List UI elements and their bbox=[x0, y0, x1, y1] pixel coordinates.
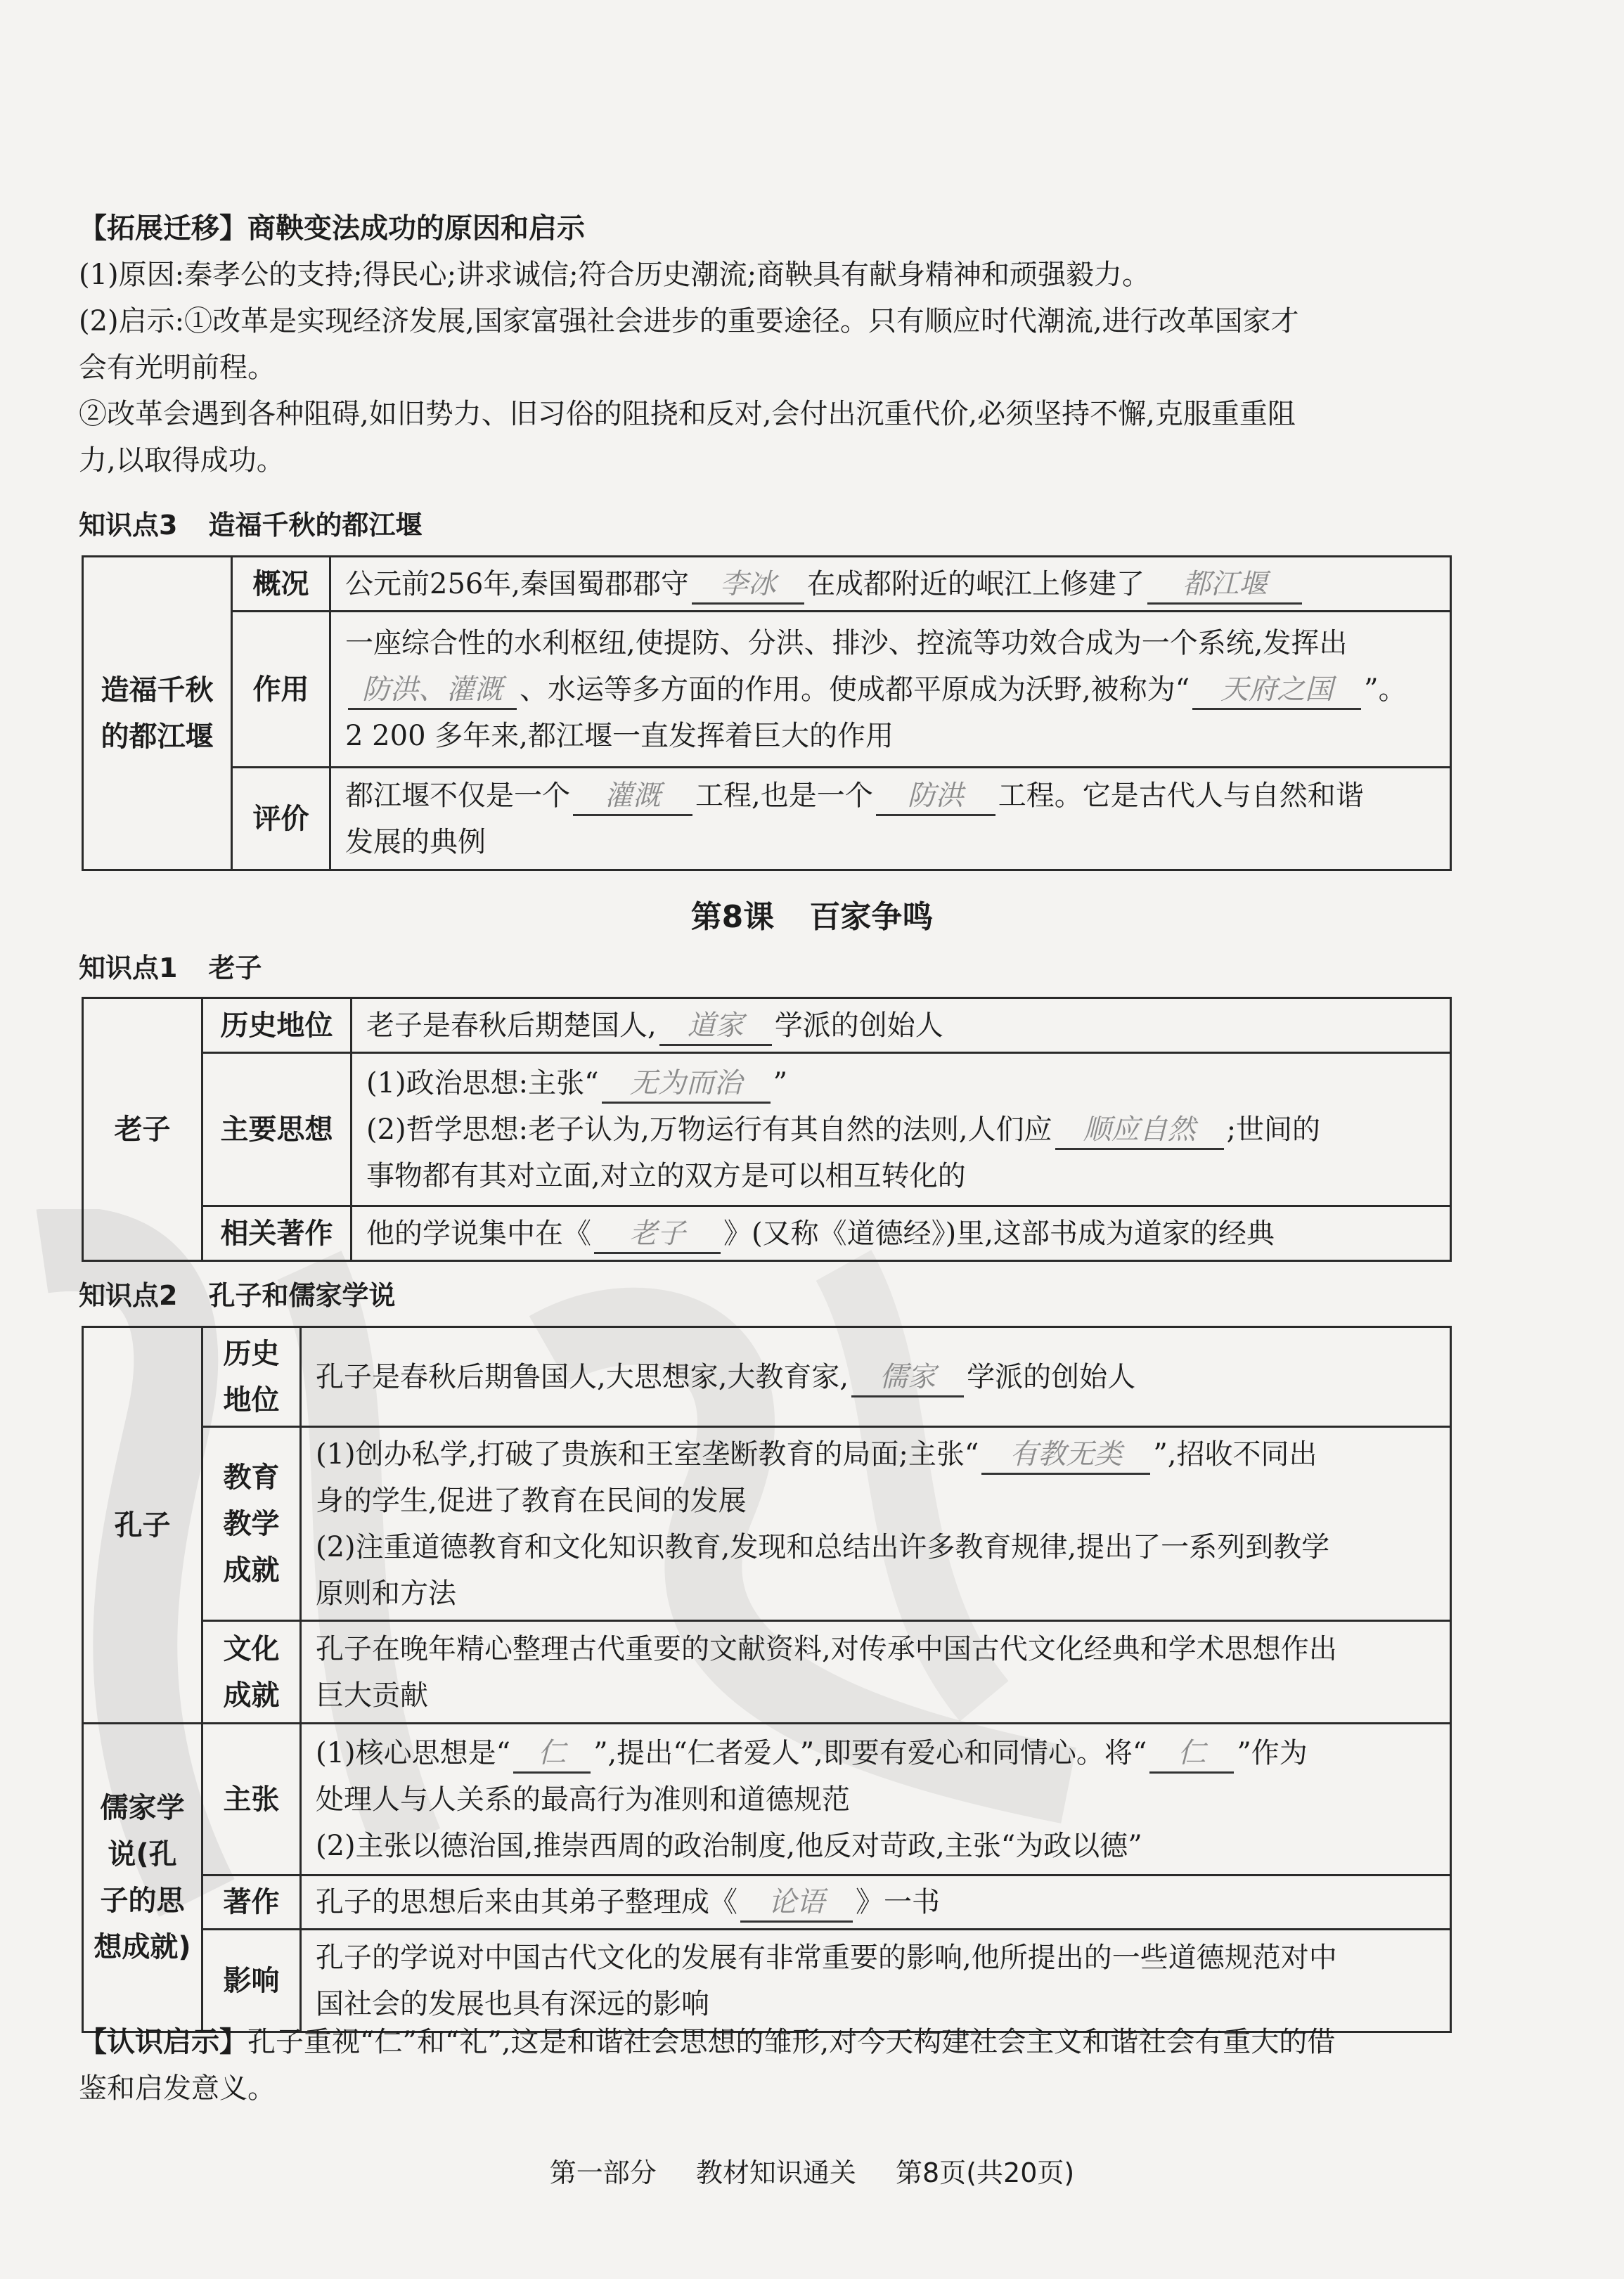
answer-blank: 儒家 bbox=[851, 1359, 964, 1397]
insight-text-1: 孔子重视“仁”和“礼”,这是和谐社会思想的雏形,对今天构建社会主义和谐社会有重大的借 bbox=[247, 2026, 1336, 2058]
proposal-label: 主张 bbox=[202, 1724, 301, 1876]
knowledge-point-3-heading: 知识点3 造福千秋的都江堰 bbox=[79, 510, 423, 541]
thought-content: (1)政治思想:主张“ 无为而治 ” (2)哲学思想:老子认为,万物运行有其自然的法则,人们应 顺应自然 ;世间的 事物都有其对立面,对立的双方是可以相互转化的 bbox=[352, 1053, 1451, 1206]
influence-label: 影响 bbox=[202, 1930, 301, 2032]
footer-part: 第一部分 bbox=[549, 2157, 657, 2188]
dujiangyan-row-header: 造福千秋 的都江堰 bbox=[83, 557, 232, 870]
dujiangyan-table bbox=[82, 555, 1452, 871]
knowledge-point-1-heading: 知识点1 老子 bbox=[79, 953, 262, 983]
answer-blank: 天府之国 bbox=[1192, 671, 1361, 710]
extension-section bbox=[79, 205, 1457, 484]
influence-content: 孔子的学说对中国古代文化的发展有非常重要的影响,他所提出的一些道德规范对中 国社会的发展也具有深远的影响 bbox=[301, 1930, 1451, 2032]
answer-blank: 有教无类 bbox=[981, 1436, 1150, 1475]
extension-insight-1a: (2)启示:①改革是实现经济发展,国家富强社会进步的重要途径。只有顺应时代潮流,进行改革国家才 bbox=[79, 305, 1299, 337]
confucius-row-header: 孔子 bbox=[83, 1327, 202, 1724]
answer-blank: 都江堰 bbox=[1147, 566, 1302, 605]
extension-insight-2a: ②改革会遇到各种阻碍,如旧势力、旧习俗的阻挠和反对,会付出沉重代价,必须坚持不懈,克服重重阻 bbox=[79, 398, 1296, 430]
thought-label: 主要思想 bbox=[202, 1053, 352, 1206]
works-content: 他的学说集中在《 老子 》(又称《道德经》)里,这部书成为道家的经典 bbox=[352, 1206, 1451, 1261]
confucius-status-content: 孔子是春秋后期鲁国人,大思想家,大教育家, 儒家 学派的创始人 bbox=[301, 1327, 1451, 1427]
education-content: (1)创办私学,打破了贵族和王室垄断教育的局面;主张“ 有教无类 ”,招收不同出 身的学生,促进了教育在民间的发展 (2)注重道德教育和文化知识教育,发现和总结出许多教育规律,提出了一系列到教学 原则和方法 bbox=[301, 1427, 1451, 1621]
answer-blank: 道家 bbox=[659, 1007, 772, 1046]
extension-tag: 【拓展迁移】 bbox=[79, 212, 247, 245]
proposal-content: (1)核心思想是“ 仁 ”,提出“仁者爱人”,即要有爱心和同情心。将“ 仁 ”作为 处理人与人关系的最高行为准则和道德规范 (2)主张以德治国,推崇西周的政治制度,他反对苛政,主张“为政以德” bbox=[301, 1724, 1451, 1876]
overview-content: 公元前256年,秦国蜀郡郡守 李冰 在成都附近的岷江上修建了 都江堰 bbox=[330, 557, 1451, 612]
footer-page-number: 第8页(共20页) bbox=[896, 2157, 1075, 2188]
confucius-table bbox=[82, 1326, 1452, 2033]
confucianism-row-header: 儒家学 说(孔 子的思 想成就) bbox=[83, 1724, 202, 2032]
answer-blank: 防洪、灌溉 bbox=[348, 671, 517, 710]
knowledge-point-2-heading: 知识点2 孔子和儒家学说 bbox=[79, 1280, 396, 1311]
extension-insight-2b: 力,以取得成功。 bbox=[79, 444, 285, 477]
confucius-status-label: 历史 地位 bbox=[202, 1327, 301, 1427]
laozi-table bbox=[82, 997, 1452, 1262]
answer-blank: 老子 bbox=[594, 1215, 721, 1254]
extension-reason: (1)原因:秦孝公的支持;得民心;讲求诚信;符合历史潮流;商鞅具有献身精神和顽强毅力。 bbox=[79, 259, 1151, 291]
answer-blank: 顺应自然 bbox=[1055, 1111, 1224, 1150]
page-footer bbox=[0, 2151, 1624, 2190]
lesson-title: 第8课 百家争鸣 bbox=[690, 899, 934, 935]
overview-label: 概况 bbox=[232, 557, 330, 612]
status-label: 历史地位 bbox=[202, 998, 352, 1053]
insight-text-2: 鉴和启发意义。 bbox=[79, 2072, 276, 2105]
answer-blank: 李冰 bbox=[692, 566, 804, 605]
education-label: 教育 教学 成就 bbox=[202, 1427, 301, 1621]
status-content: 老子是春秋后期楚国人, 道家 学派的创始人 bbox=[352, 998, 1451, 1053]
answer-blank: 防洪 bbox=[876, 777, 995, 816]
answer-blank: 仁 bbox=[1149, 1735, 1234, 1774]
answer-blank: 无为而治 bbox=[602, 1065, 771, 1104]
effect-label: 作用 bbox=[232, 612, 330, 768]
book-content: 孔子的思想后来由其弟子整理成《 论语 》一书 bbox=[301, 1876, 1451, 1930]
evaluation-content: 都江堰不仅是一个 灌溉 工程,也是一个 防洪 工程。它是古代人与自然和谐 发展的典例 bbox=[330, 768, 1451, 870]
book-label: 著作 bbox=[202, 1876, 301, 1930]
culture-content: 孔子在晚年精心整理古代重要的文献资料,对传承中国古代文化经典和学术思想作出 巨大贡献 bbox=[301, 1621, 1451, 1724]
laozi-row-header: 老子 bbox=[83, 998, 202, 1261]
works-label: 相关著作 bbox=[202, 1206, 352, 1261]
footer-section: 教材知识通关 bbox=[695, 2157, 856, 2188]
effect-content: 一座综合性的水利枢纽,使提防、分洪、排沙、控流等功效合成为一个系统,发挥出 防洪、灌溉 、水运等多方面的作用。使成都平原成为沃野,被称为“ 天府之国 ”。 2 200 多年来,都江堰一直发挥着巨大的作用 bbox=[330, 612, 1451, 768]
insight-tag: 【认识启示】 bbox=[79, 2026, 247, 2058]
extension-insight-1b: 会有光明前程。 bbox=[79, 351, 276, 384]
insight-section bbox=[79, 2019, 1457, 2112]
extension-title: 商鞅变法成功的原因和启示 bbox=[247, 212, 585, 245]
answer-blank: 仁 bbox=[513, 1735, 591, 1774]
answer-blank: 论语 bbox=[740, 1884, 853, 1923]
culture-label: 文化 成就 bbox=[202, 1621, 301, 1724]
answer-blank: 灌溉 bbox=[573, 777, 692, 816]
evaluation-label: 评价 bbox=[232, 768, 330, 870]
